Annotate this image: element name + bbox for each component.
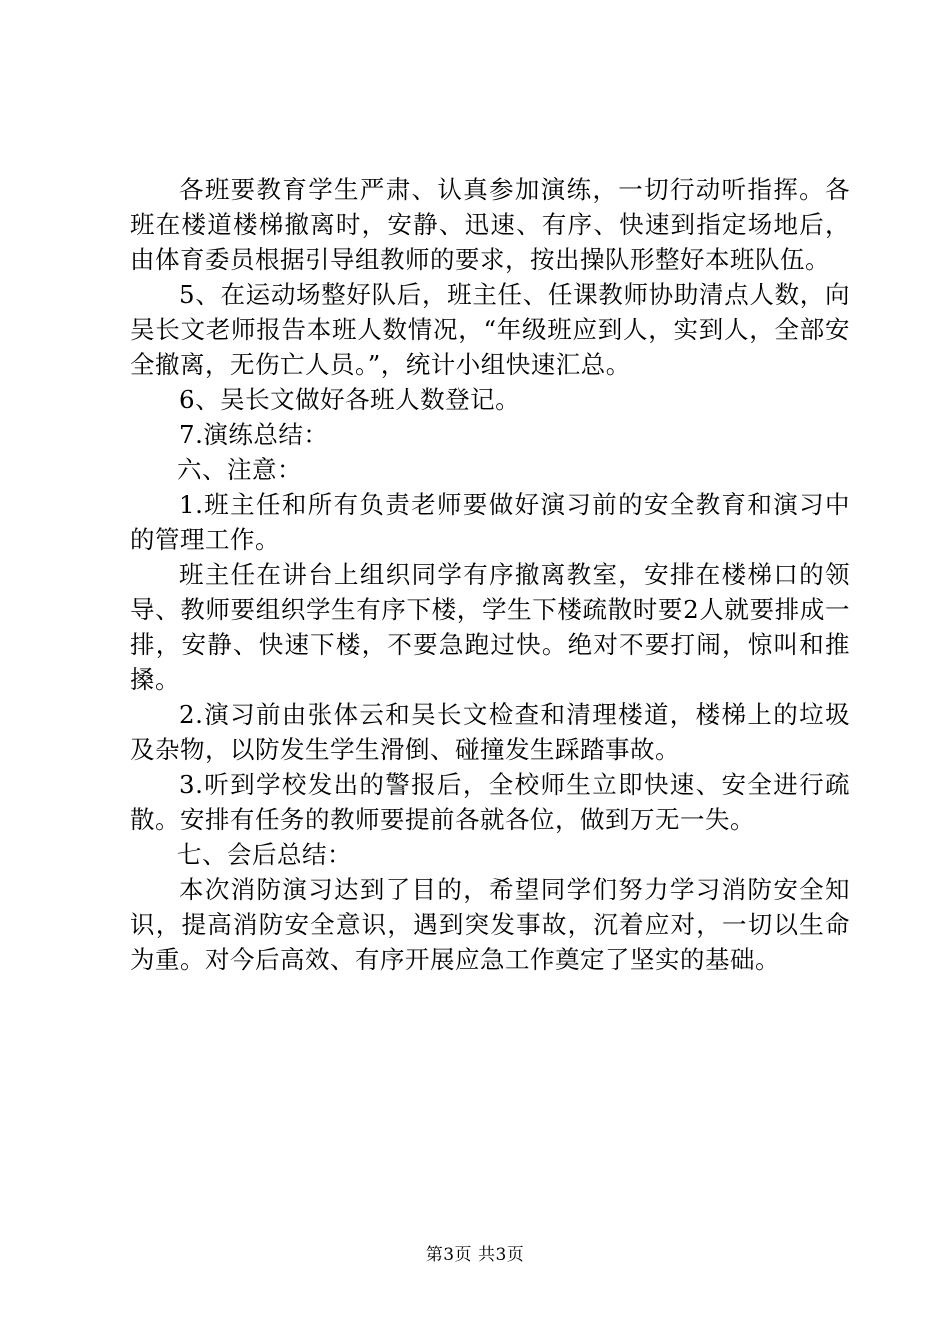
paragraph-step-6: 6、吴长文做好各班人数登记。 bbox=[179, 385, 521, 414]
paragraph-summary: 本次消防演习达到了目的，希望同学们努力学习消防安全知识，提高消防安全意识，遇到突发事故，沉着应对，一切以生命为重。对今后高效、有序开展应急工作奠定了坚实的基础。 bbox=[130, 875, 850, 974]
paragraph-note-1-detail: 班主任在讲台上组织同学有序撤离教室，安排在楼梯口的领导、教师要组织学生有序下楼，学生下楼疏散时要2人就要排成一排，安静、快速下楼，不要急跑过快。绝对不要打闹，惊叫和推搡。 bbox=[130, 560, 850, 694]
paragraph-note-1: 1.班主任和所有负责老师要做好演习前的安全教育和演习中的管理工作。 bbox=[130, 490, 850, 554]
paragraph-evacuation-rules: 各班要教育学生严肃、认真参加演练，一切行动听指挥。各班在楼道楼梯撤离时，安静、迅速、有序、快速到指定场地后，由体育委员根据引导组教师的要求，按出操队形整好本班队伍。 bbox=[130, 175, 850, 274]
document-body bbox=[130, 172, 850, 977]
page-number-footer: 第3页 共3页 bbox=[425, 1245, 525, 1265]
paragraph-note-3: 3.听到学校发出的警报后，全校师生立即快速、安全进行疏散。安排有任务的教师要提前各就各位，做到万无一失。 bbox=[130, 770, 850, 834]
section-heading-notes: 六、注意： bbox=[177, 455, 302, 484]
section-heading-summary: 七、会后总结： bbox=[177, 840, 352, 869]
paragraph-step-5: 5、在运动场整好队后，班主任、任课教师协助清点人数，向吴长文老师报告本班人数情况，“年级班应到人，实到人，全部安全撤离，无伤亡人员。”，统计小组快速汇总。 bbox=[130, 280, 850, 379]
paragraph-step-7: 7.演练总结： bbox=[179, 420, 329, 449]
paragraph-note-2: 2.演习前由张体云和吴长文检查和清理楼道，楼梯上的垃圾及杂物，以防发生学生滑倒、碰撞发生踩踏事故。 bbox=[130, 700, 850, 764]
